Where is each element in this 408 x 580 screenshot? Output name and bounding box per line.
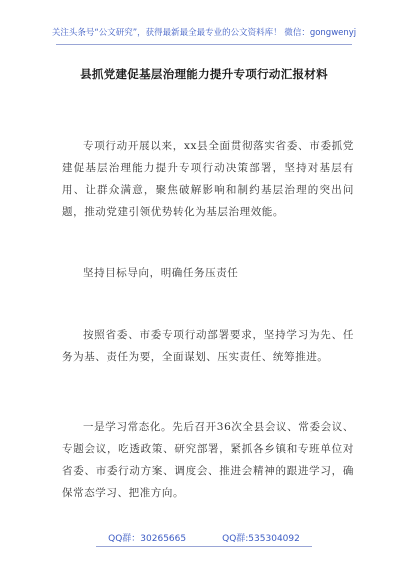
footer-qq-group-2: QQ群:535304092 — [222, 534, 300, 544]
paragraph-section-heading: 坚持目标导向，明确任务压责任 — [83, 266, 239, 279]
footer-bar — [0, 531, 408, 544]
paragraph-study-normalization: 一是学习常态化。先后召开36次全县会议、常委会议、专题会议，吃透政策、研究部署，紧抓各乡镇和专班单位对省委、市委行动方案、调度会、推进会精神的跟进学习，确保常态学习、把准方向。 — [62, 420, 354, 499]
paragraph-intro: 专项行动开展以来，xx县全面贯彻落实省委、市委抓党建促基层治理能力提升专项行动决策部署，坚持对基层有用、让群众满意，聚焦破解影响和制约基层治理的突出问题，推动党建引领优势转化为基层治理效能。 — [62, 139, 354, 218]
paragraph-requirements: 按照省委、市委专项行动部署要求，坚持学习为先、任务为基、责任为要，全面谋划、压实责任、统筹推进。 — [62, 328, 354, 363]
footer-divider — [96, 546, 312, 547]
document-title: 县抓党建促基层治理能力提升专项行动汇报材料 — [80, 67, 328, 81]
header-banner: 关注头条号“公文研究”，获得最新最全最专业的公文资料库！ 微信：gongwenyj — [51, 28, 357, 38]
header-divider — [56, 44, 352, 45]
footer-qq-group-1: QQ群：30265665 — [108, 534, 187, 544]
